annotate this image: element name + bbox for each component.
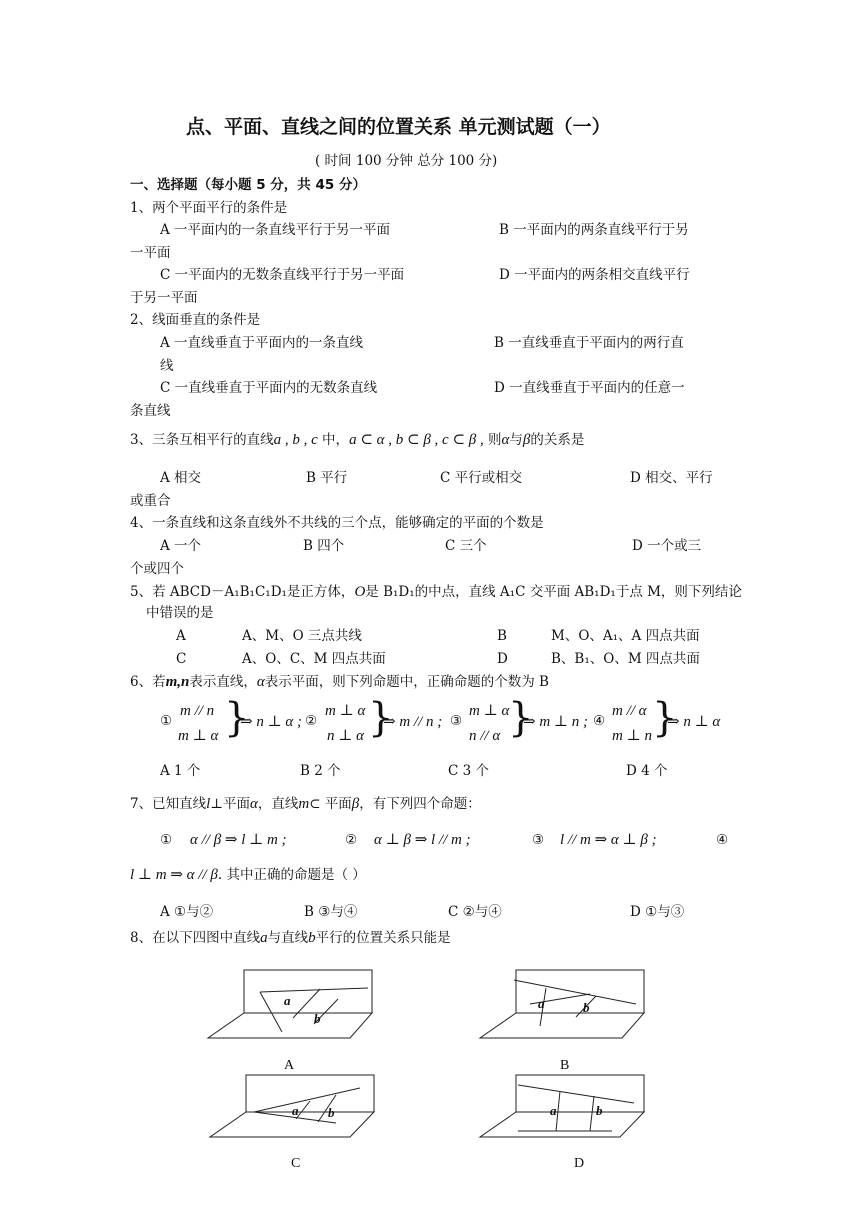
- q7-prop2-circled: ②: [345, 832, 358, 848]
- q3-option-d: D 相交、平行: [630, 470, 713, 486]
- figure-a-label-b: b: [314, 1011, 321, 1026]
- q3-option-c: C 平行或相交: [440, 470, 523, 486]
- q2-option-b-wrap: 线: [160, 358, 174, 374]
- figure-d-caption: D: [574, 1156, 585, 1171]
- q5-option-a-letter: A: [176, 628, 186, 644]
- q6-prop1-top: m // n: [180, 703, 215, 719]
- figure-d-label-a: a: [550, 1103, 557, 1118]
- q6-prop4-circled: ④: [593, 713, 606, 729]
- q4-option-d-wrap: 个或四个: [130, 561, 184, 577]
- q6-prop1-result: ⇒ n ⊥ α ;: [240, 714, 303, 730]
- q7-option-c: C ②与④: [448, 904, 502, 920]
- q3-beta: β: [522, 432, 531, 448]
- q6-prop3-bottom: n // α: [469, 728, 501, 744]
- q5-stem-wrap: 中错误的是: [146, 605, 214, 621]
- q6-option-b: B 2 个: [300, 763, 341, 779]
- q6-prop4-result: ⇒ n ⊥ α: [667, 714, 721, 730]
- figure-a-caption: A: [284, 1058, 295, 1073]
- q7-beta: β: [351, 796, 360, 812]
- q7-prop3-circled: ③: [532, 832, 545, 848]
- q7-stem-c: ，直线: [257, 796, 299, 812]
- q6-stem-c: 表示平面，则下列命题中，正确命题的个数为 B: [264, 674, 549, 690]
- q8-a: a: [260, 930, 268, 946]
- section-heading: 一、选择题（每小题 5 分，共 45 分）: [130, 177, 366, 193]
- q4-option-c: C 三个: [445, 538, 487, 554]
- figure-b: [480, 970, 660, 1040]
- q6-prop3-circled: ③: [450, 713, 463, 729]
- q7-prop4-circled: ④: [716, 832, 729, 848]
- q5-o: O: [354, 584, 366, 600]
- q3-mid2: 则: [483, 432, 502, 448]
- q7-prop4-end: . 其中正确的命题是（ ）: [217, 867, 366, 883]
- q4-stem: 4、一条直线和这条直线外不共线的三个点，能够确定的平面的个数是: [130, 515, 544, 531]
- q2-option-d: D 一直线垂直于平面内的任意一: [494, 380, 685, 396]
- figure-c-caption: C: [291, 1156, 301, 1171]
- figure-d-label-b: b: [596, 1103, 603, 1118]
- q5-stem-a: 5、若 ABCD－A₁B₁C₁D₁是正方体，: [130, 584, 355, 600]
- q6-prop1-circled: ①: [160, 713, 173, 729]
- q6-prop2-bottom: n ⊥ α: [327, 728, 364, 744]
- q5-option-d-letter: D: [497, 651, 508, 667]
- figure-b-label-b: b: [583, 1000, 590, 1015]
- q5-stem-b: 是 B₁D₁的中点，直线 A₁C 交平面 AB₁D₁于点 M，则下列结论: [365, 584, 742, 600]
- q2-option-d-wrap: 条直线: [130, 403, 171, 419]
- q1-option-b: B 一平面内的两条直线平行于另: [499, 222, 689, 238]
- q8-stem-b: 与直线: [267, 930, 309, 946]
- q2-stem: 2、线面垂直的条件是: [130, 312, 261, 328]
- q3-mid1: 中，: [317, 432, 350, 448]
- q1-option-c: C 一平面内的无数条直线平行于另一平面: [160, 267, 405, 283]
- q3-option-d-wrap: 或重合: [130, 493, 171, 509]
- q3-option-a: A 相交: [160, 470, 202, 486]
- q7-alpha: α: [249, 796, 258, 812]
- q8-stem-c: 平行的位置关系只能是: [315, 930, 451, 946]
- q7-prop1-circled: ①: [160, 832, 173, 848]
- q7-prop3: l // m ⇒ α ⊥ β ;: [560, 832, 657, 848]
- q7-option-b: B ③与④: [304, 904, 358, 920]
- q7-stem-b: ⊥平面: [210, 796, 250, 812]
- q7-stem-a: 7、已知直线: [130, 796, 207, 812]
- q5-stem: [130, 583, 742, 601]
- q6-prop3-brace: }: [508, 695, 534, 741]
- q1-option-d-wrap: 于另一平面: [130, 290, 198, 306]
- q3-relations: a ⊂ α , b ⊂ β , c ⊂ β ,: [349, 432, 484, 448]
- q7-option-d: D ①与③: [630, 904, 685, 920]
- q6-prop2-circled: ②: [305, 713, 318, 729]
- q3-stem-pre: 3、三条互相平行的直线: [130, 432, 274, 448]
- q4-option-a: A 一个: [160, 538, 202, 554]
- q6-option-a: A 1 个: [160, 763, 201, 779]
- q2-option-a: A 一直线垂直于平面内的一条直线: [160, 335, 364, 351]
- q6-stem-b: 表示直线，: [189, 674, 257, 690]
- figure-b-caption: B: [560, 1058, 570, 1073]
- q7-stem: [130, 795, 481, 813]
- q3-yu: 与: [509, 432, 523, 448]
- q6-prop4-bottom: m ⊥ n: [612, 728, 652, 744]
- q6-prop4-top: m // α: [612, 703, 647, 719]
- q7-prop2: α ⊥ β ⇒ l // m ;: [374, 832, 471, 848]
- q6-option-c: C 3 个: [448, 763, 490, 779]
- q7-l: l: [206, 796, 211, 812]
- q4-option-d: D 一个或三: [632, 538, 702, 554]
- q2-option-b: B 一直线垂直于平面内的两行直: [494, 335, 684, 351]
- q3-alpha: α: [501, 432, 510, 448]
- q8-b: b: [308, 930, 316, 946]
- q5-option-b: M、O、A₁、A 四点共面: [551, 628, 700, 644]
- subtitle: ( 时间 100 分钟 总分 100 分): [315, 153, 498, 169]
- q4-option-b: B 四个: [303, 538, 345, 554]
- figure-c-label-a: a: [292, 1103, 299, 1118]
- q6-prop1-bottom: m ⊥ α: [178, 728, 219, 744]
- figure-b-label-a: a: [538, 996, 545, 1011]
- q7-m: m: [298, 796, 310, 812]
- q6-prop2-top: m ⊥ α: [325, 703, 366, 719]
- q8-stem: [130, 929, 451, 947]
- q1-option-a: A 一平面内的一条直线平行于另一平面: [160, 222, 391, 238]
- page-title: 点、平面、直线之间的位置关系 单元测试题（一）: [186, 116, 611, 138]
- q7-prop4: l ⊥ m ⇒ α // β: [130, 867, 218, 883]
- q6-stem-a: 6、若: [130, 674, 166, 690]
- q7-option-a: A ①与②: [160, 904, 214, 920]
- q3-option-b: B 平行: [306, 470, 348, 486]
- q6-alpha: α: [256, 674, 265, 690]
- q5-option-c-letter: C: [176, 651, 187, 667]
- figure-d: [480, 1075, 660, 1145]
- q3-stem: [130, 431, 584, 449]
- q6-prop4-brace: }: [652, 695, 678, 741]
- q6-prop1-brace: }: [224, 695, 250, 741]
- figure-a-label-a: a: [284, 993, 291, 1008]
- q6-stem: [130, 673, 549, 691]
- q1-stem: 1、两个平面平行的条件是: [130, 200, 288, 216]
- q5-option-b-letter: B: [497, 628, 507, 644]
- q7-stem-d: ⊂ 平面: [309, 796, 352, 812]
- q5-option-c: A、O、C、M 四点共面: [242, 651, 386, 667]
- figure-c: [210, 1075, 390, 1145]
- q6-prop2-result: ⇒ m // n ;: [383, 714, 443, 730]
- q5-option-a: A、M、O 三点共线: [242, 628, 362, 644]
- q6-prop3-top: m ⊥ α: [469, 703, 510, 719]
- q6-option-d: D 4 个: [626, 763, 668, 779]
- q7-prop4-line: [130, 866, 366, 884]
- q1-option-b-wrap: 一平面: [130, 245, 171, 261]
- q7-prop1: α // β ⇒ l ⊥ m ;: [190, 832, 287, 848]
- q3-vars: a , b , c: [273, 432, 318, 448]
- q7-stem-e: ，有下列四个命题：: [359, 796, 481, 812]
- q8-stem-a: 8、在以下四图中直线: [130, 930, 261, 946]
- q1-option-d: D 一平面内的两条相交直线平行: [499, 267, 690, 283]
- q6-prop3-result: ⇒ m ⊥ n ;: [523, 714, 589, 730]
- q3-end: 的关系是: [530, 432, 585, 448]
- figure-a: [208, 970, 388, 1040]
- q6-prop2-brace: }: [368, 695, 394, 741]
- figure-c-label-b: b: [328, 1105, 335, 1120]
- q2-option-c: C 一直线垂直于平面内的无数条直线: [160, 380, 378, 396]
- q5-option-d: B、B₁、O、M 四点共面: [551, 651, 700, 667]
- q6-mn: m,n: [165, 674, 190, 690]
